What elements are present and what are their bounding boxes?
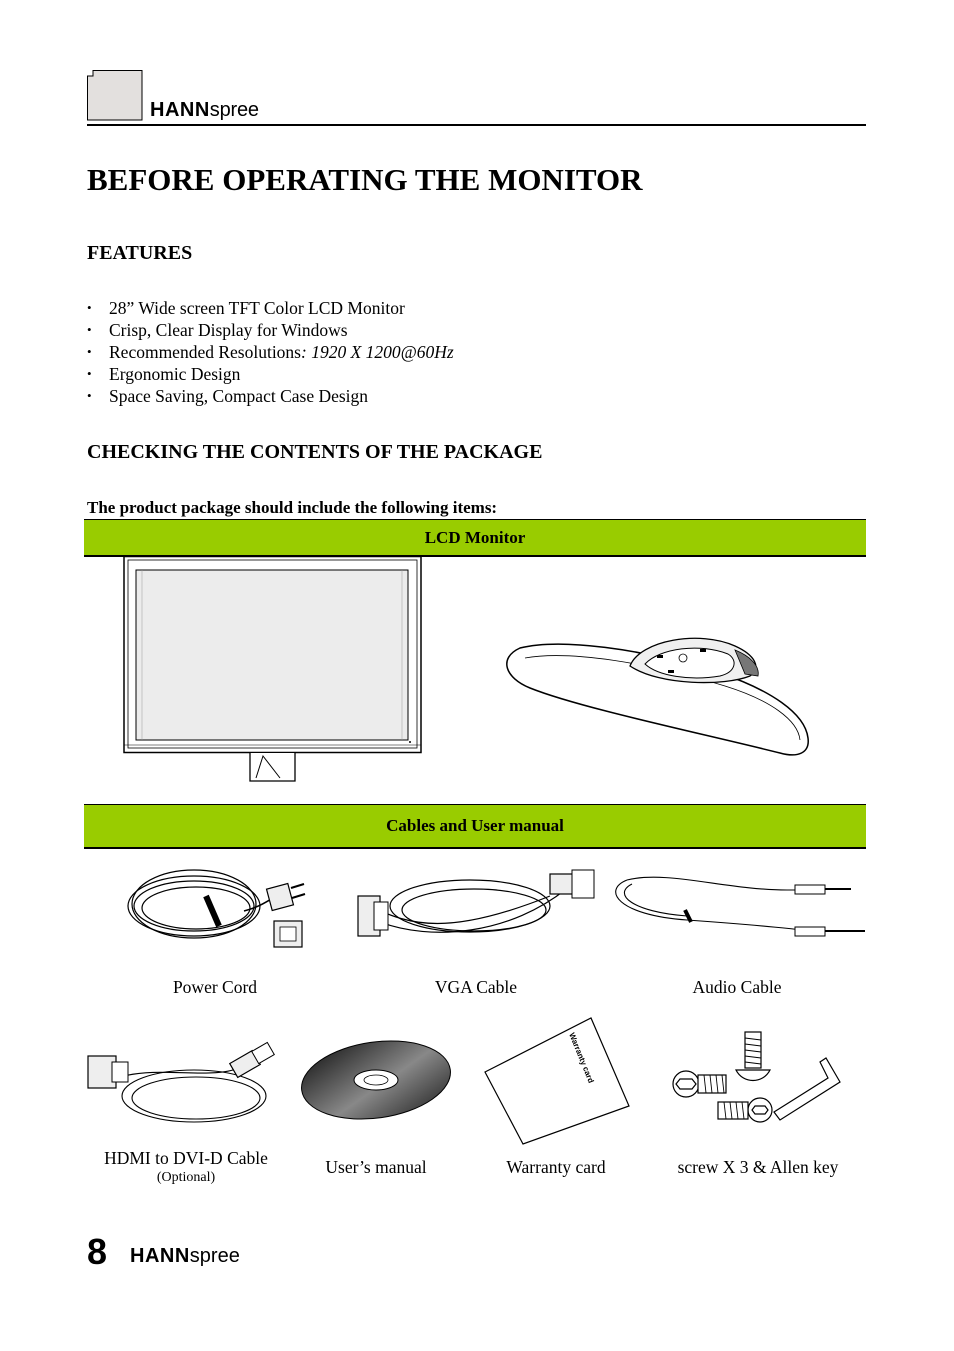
item-caption-screws-allen-key: screw X 3 & Allen key [677,1157,839,1177]
page-number: 8 [87,1231,108,1272]
header-brand-logo: HANNspree [150,99,259,121]
feature-item: • 28” Wide screen TFT Color LCD Monitor [87,297,454,319]
header-rule [87,124,866,126]
page-title: BEFORE OPERATING THE MONITOR [87,162,643,197]
warranty-card-print: Warranty card [567,1031,596,1085]
audio-cable-illustration [607,870,869,950]
resolution-value: : 1920 X 1200@60Hz [301,342,454,362]
warranty-card-illustration [483,1016,633,1146]
item-caption-hdmi-optional: (Optional) [156,1170,216,1185]
screws-allen-key-illustration [668,1026,848,1130]
section-bar-lcd-monitor: LCD Monitor [84,519,866,557]
features-heading: FEATURES [87,242,193,264]
header-logo-box [87,70,142,120]
feature-item: • Space Saving, Compact Case Design [87,385,454,407]
section-bar-cables-manual: Cables and User manual [84,804,866,849]
feature-item: • Crisp, Clear Display for Windows [87,319,454,341]
item-caption-vga-cable: VGA Cable [434,977,518,997]
stand-base-illustration [500,628,815,762]
features-list [87,297,454,407]
item-caption-power-cord: Power Cord [172,977,258,997]
item-caption-audio-cable: Audio Cable [692,977,782,997]
header-box-graphic [87,70,145,123]
package-heading: CHECKING THE CONTENTS OF THE PACKAGE [87,441,543,463]
item-caption-warranty-card: Warranty card [506,1157,606,1177]
lcd-monitor-illustration [120,556,440,786]
package-intro: The product package should include the following items: [87,498,498,517]
item-caption-users-manual: User’s manual [325,1157,427,1177]
power-cord-illustration [124,866,308,958]
vga-cable-illustration [350,866,600,956]
hdmi-dvi-cable-illustration [84,1046,280,1128]
cd-illustration [300,1040,455,1120]
item-caption-hdmi-cable: HDMI to DVI-D Cable [104,1148,268,1168]
feature-item: • Ergonomic Design [87,363,454,385]
footer-brand-logo: HANNspree [130,1245,240,1267]
feature-item: • Recommended Resolutions: 1920 X 1200@60Hz [87,341,454,363]
